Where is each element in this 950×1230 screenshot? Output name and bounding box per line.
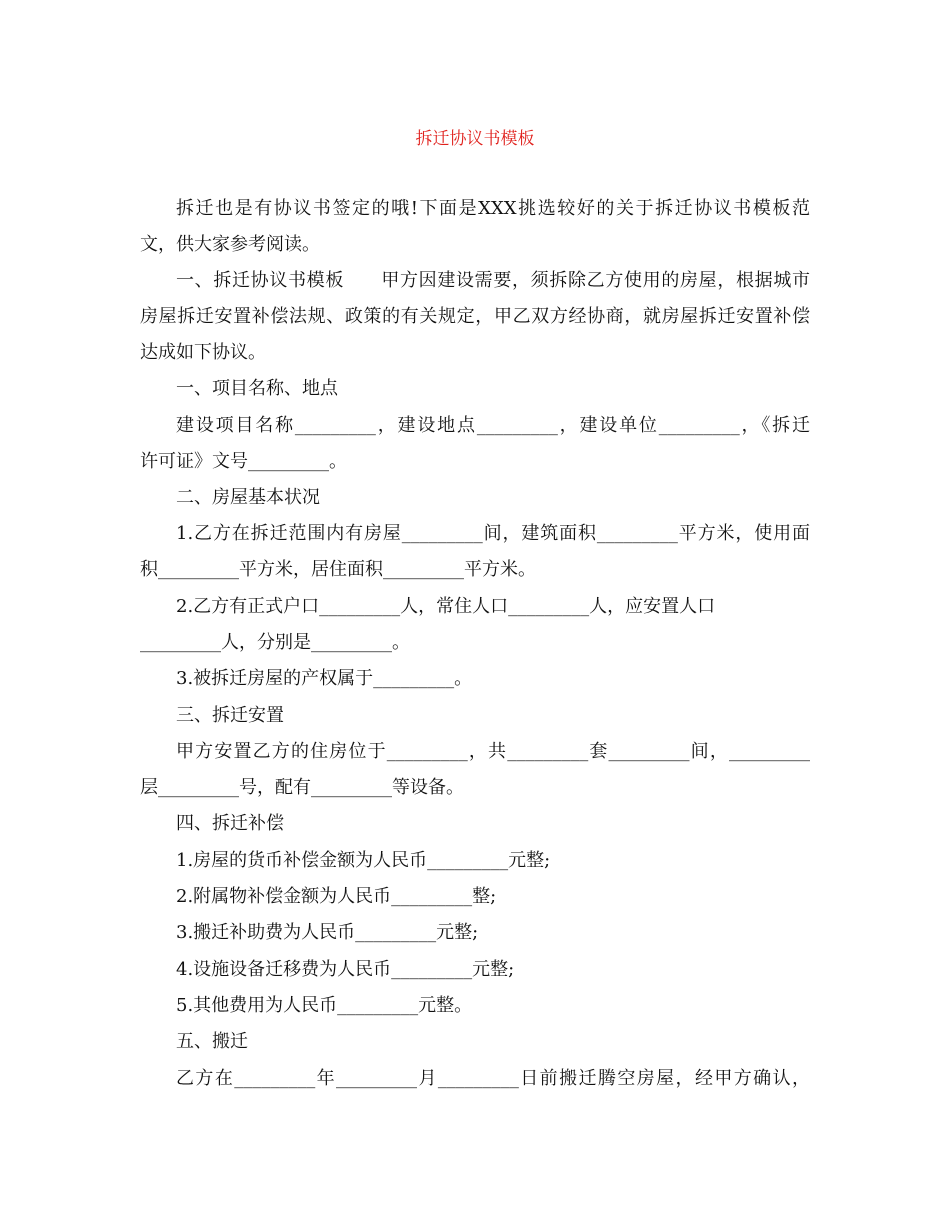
paragraph-line: 乙方在_________年_________月_________日前搬迁腾空房屋，经甲方确认， xyxy=(176,1068,810,1089)
document-title: 拆迁协议书模板 xyxy=(415,129,535,149)
paragraph-line: 建设项目名称_________，建设地点_________，建设单位_________，《拆迁 xyxy=(176,415,810,436)
paragraph-line: 达成如下协议。 xyxy=(140,342,266,363)
paragraph-line: 许可证》文号_________。 xyxy=(140,451,347,472)
paragraph-line: 文，供大家参考阅读。 xyxy=(140,234,320,255)
paragraph-line: 甲方安置乙方的住房位于_________，共_________套_________间，_________ xyxy=(176,741,810,762)
section-heading: 一、项目名称、地点 xyxy=(176,378,338,399)
section-heading: 三、拆迁安置 xyxy=(176,705,284,726)
section-heading: 四、拆迁补偿 xyxy=(176,813,284,834)
section-heading: 二、房屋基本状况 xyxy=(176,487,320,508)
paragraph-line: 2.乙方有正式户口_________人，常住人口_________人，应安置人口 xyxy=(176,596,716,617)
paragraph-line: 5.其他费用为人民币_________元整。 xyxy=(176,995,473,1016)
paragraph-line: 1.房屋的货币补偿金额为人民币_________元整; xyxy=(176,850,551,871)
paragraph-line: 积_________平方米，居住面积_________平方米。 xyxy=(140,559,536,580)
paragraph-line: 一、拆迁协议书模板 甲方因建设需要，须拆除乙方使用的房屋，根据城市 xyxy=(176,270,810,291)
paragraph-line: 4.设施设备迁移费为人民币_________元整; xyxy=(176,959,515,980)
paragraph-line: 3.搬迁补助费为人民币_________元整; xyxy=(176,922,479,943)
paragraph-line: 拆迁也是有协议书签定的哦!下面是XXX挑选较好的关于拆迁协议书模板范 xyxy=(176,198,810,219)
paragraph-line: 房屋拆迁安置补偿法规、政策的有关规定，甲乙双方经协商，就房屋拆迁安置补偿 xyxy=(140,306,810,327)
paragraph-line: _________人，分别是_________。 xyxy=(140,632,410,653)
paragraph-line: 2.附属物补偿金额为人民币_________整; xyxy=(176,886,497,907)
paragraph-line: 1.乙方在拆迁范围内有房屋_________间，建筑面积_________平方米，使用面 xyxy=(176,523,810,544)
paragraph-line: 3.被拆迁房屋的产权属于_________。 xyxy=(176,668,473,689)
section-heading: 五、搬迁 xyxy=(176,1031,248,1052)
paragraph-line: 层_________号，配有_________等设备。 xyxy=(140,777,464,798)
